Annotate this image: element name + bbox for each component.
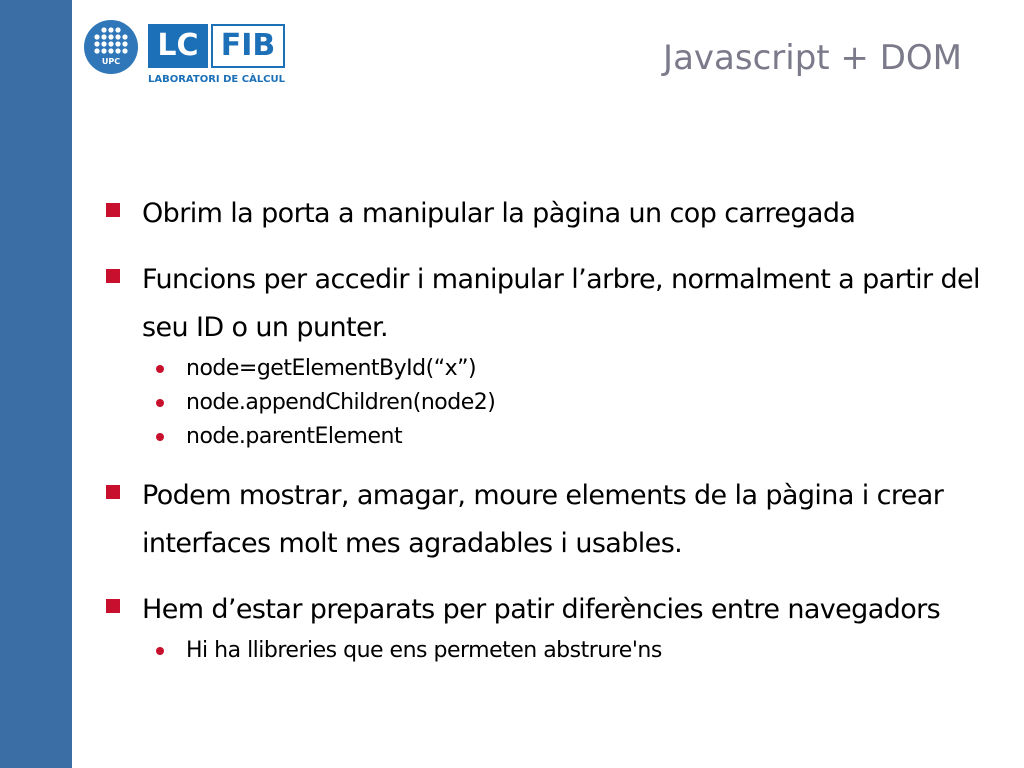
sub-bullet-item [106, 352, 1006, 386]
sub-bullet-text: node.appendChildren(node2) [186, 390, 496, 415]
bullet-text: Podem mostrar, amagar, moure elements de la pàgina i crear interfaces molt mes agradables i usables. [142, 480, 944, 559]
sub-bullet-text: node.parentElement [186, 424, 403, 449]
square-bullet-icon [106, 599, 120, 613]
square-bullet-icon [106, 485, 120, 499]
sub-bullet-text: node=getElementById(“x”) [186, 356, 477, 381]
sub-bullet-item [106, 420, 1006, 454]
upc-logo-icon [84, 20, 138, 74]
sub-bullet-list [106, 352, 1006, 454]
left-accent-bar [0, 0, 72, 768]
logo-subtitle: LABORATORI DE CÀLCUL [148, 74, 286, 85]
bullet-list [106, 190, 1006, 686]
bullet-text: Obrim la porta a manipular la pàgina un cop carregada [142, 198, 856, 229]
bullet-item [106, 190, 1006, 238]
sub-bullet-item [106, 634, 1006, 668]
lc-logo-box: LC [148, 24, 208, 68]
sub-bullet-list [106, 634, 1006, 668]
bullet-item [106, 472, 1006, 568]
square-bullet-icon [106, 269, 120, 283]
slide-title: Javascript + DOM [663, 38, 962, 78]
upc-logo-text: UPC [101, 57, 121, 66]
bullet-item [106, 586, 1006, 634]
dot-bullet-icon [156, 365, 164, 373]
sub-bullet-text: Hi ha llibreries que ens permeten abstrure'ns [186, 638, 662, 663]
dot-bullet-icon [156, 399, 164, 407]
bullet-text: Funcions per accedir i manipular l’arbre, normalment a partir del seu ID o un punter. [142, 264, 980, 343]
bullet-item [106, 256, 1006, 352]
sub-bullet-item [106, 386, 1006, 420]
bullet-text: Hem d’estar preparats per patir diferències entre navegadors [142, 594, 941, 625]
fib-logo-box: FIB [211, 24, 285, 68]
dot-bullet-icon [156, 647, 164, 655]
dot-bullet-icon [156, 433, 164, 441]
square-bullet-icon [106, 203, 120, 217]
upc-lcfib-logo [84, 20, 294, 90]
